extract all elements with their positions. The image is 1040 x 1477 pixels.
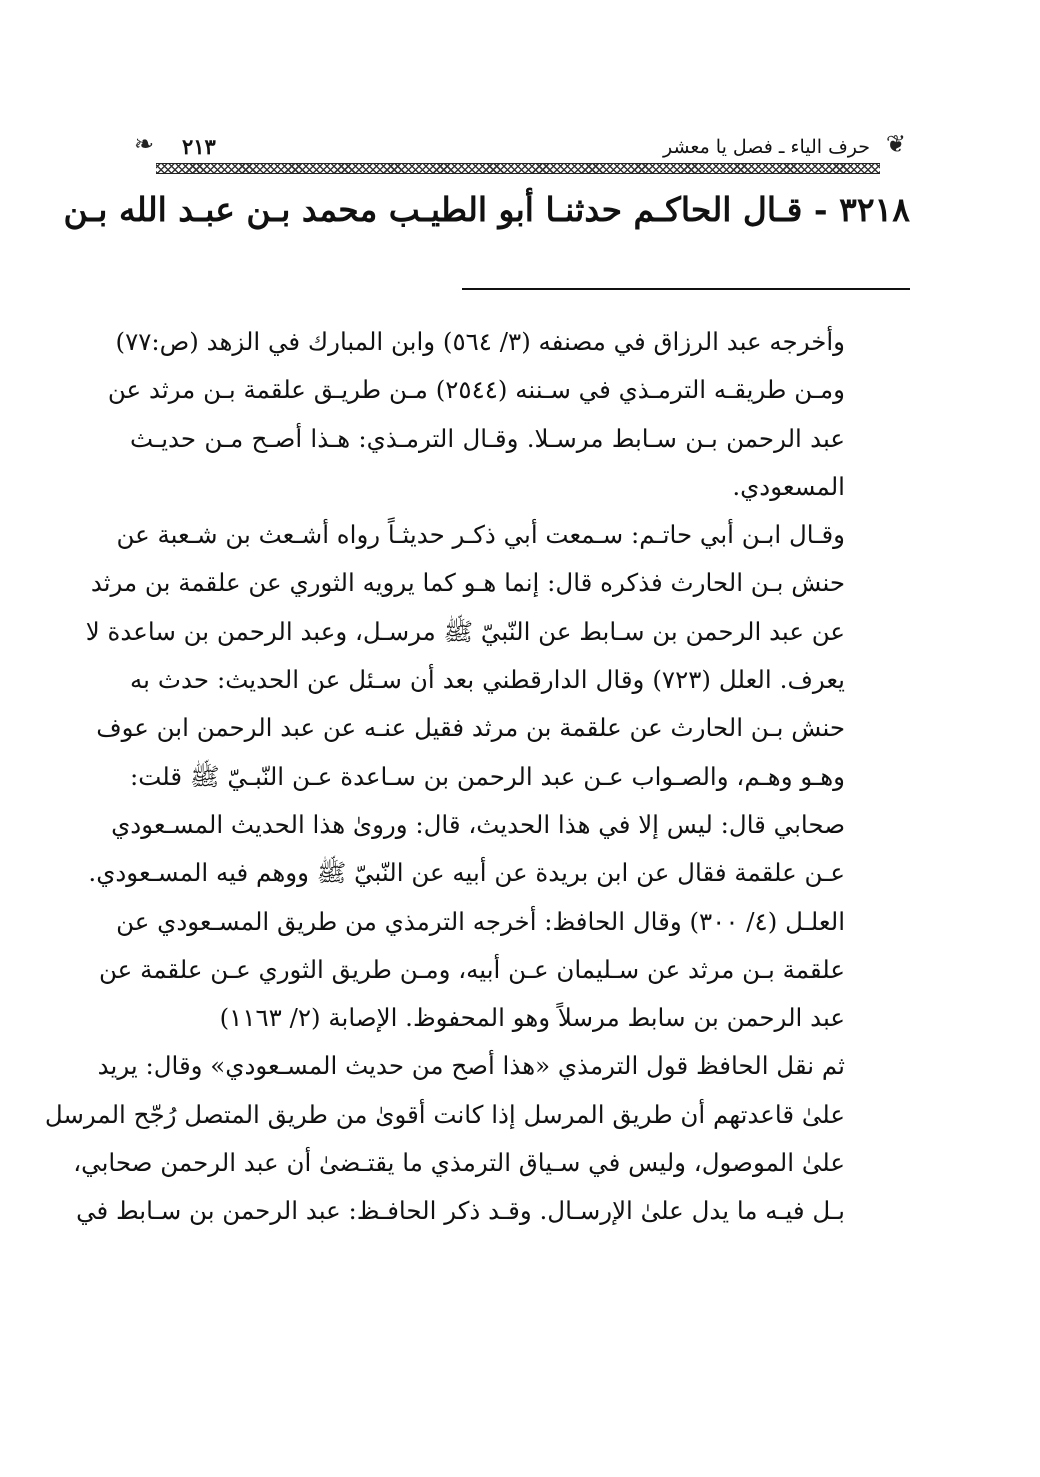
- footnote-line: عبد الرحمن بـن سـابط مرسـلا. وقـال الترمـذي: هـذا أصـح مـن حديـث: [130, 423, 845, 453]
- footnote-line: يعرف. العلل (٧٢٣) وقال الدارقطني بعد أن سـئل عن الحديث: حدث به: [130, 665, 846, 695]
- footnote-line: بـل فيـه ما يدل علىٰ الإرسـال. وقـد ذكر الحافـظ: عبد الرحمن بن سـابط في: [76, 1196, 845, 1226]
- footnote-line: وقـال ابـن أبي حاتـم: سـمعت أبي ذكـر حديثـاً رواه أشـعث بن شـعبة عن: [116, 520, 845, 550]
- footnote-line: علىٰ الموصول، وليس في سـياق الترمذي ما يقتـضىٰ أن عبد الرحمن صحابي،: [73, 1148, 845, 1178]
- footnote-separator: [462, 288, 910, 290]
- footnote-line: صحابي قال: ليس إلا في هذا الحديث، قال: وروىٰ هذا الحديث المسـعودي: [111, 809, 845, 839]
- floral-ornament-icon: ❦: [885, 130, 906, 158]
- footnote-line: ثم نقل الحافظ قول الترمذي «هذا أصح من حديث المسـعودي» وقال: يريد: [97, 1051, 845, 1081]
- footnote-line: عبد الرحمن بن سابط مرسلاً وهو المحفوظ. الإصابة (٢/ ١١٦٣): [219, 1003, 845, 1033]
- header-border: [156, 163, 880, 174]
- footnotes-block: [44, 318, 846, 1236]
- footnote-line: علقمة بـن مرثد عن سـليمان عـن أبيه، ومـن طريق الثوري عـن علقمة عن: [99, 954, 845, 984]
- footnote-line: العلـل (٤/ ٣٠٠) وقال الحافظ: أخرجه الترمذي من طريق المسـعودي عن: [116, 906, 845, 936]
- footnote-line: وهـو وهـم، والصـواب عـن عبد الرحمن بن سـاعدة عـن النّبـيّ ﷺ قلت:: [130, 761, 845, 791]
- footnote-line: عـن علقمة فقال عن ابن بريدة عن أبيه عن النّبيّ ﷺ ووهم فيه المسـعودي.: [88, 858, 845, 888]
- footnote-line: عن عبد الرحمن بن سـابط عن النّبيّ ﷺ مرسـل، وعبد الرحمن بن ساعدة لا: [85, 616, 845, 646]
- hadith-text: ٣٢١٨ - قـال الحاكـم حدثنـا أبو الطيـب محمد بـن عبـد الله بـن: [63, 190, 910, 229]
- footnote-line: المسعودي.: [732, 471, 845, 501]
- footnote-line: حنش بـن الحارث فذكره قال: إنما هـو كما يرويه الثوري عن علقمة بن مرثد: [90, 568, 845, 598]
- floral-ornament-icon: ❧: [134, 130, 155, 158]
- running-title: حرف الياء ـ فصل يا معشر: [662, 136, 870, 158]
- footnote-line: حنش بـن الحارث عن علقمة بن مرثد فقيل عنـه عن عبد الرحمن ابن عوف: [96, 713, 845, 743]
- footnote-line: ومـن طريقـه الترمـذي في سـننه (٢٥٤٤) مـن طريـق علقمة بـن مرثد عن: [107, 375, 845, 405]
- page-header: [130, 128, 910, 174]
- footnote-line: وأخرجه عبد الرزاق في مصنفه (٣/ ٥٦٤) وابن المبارك في الزهد (ص:٧٧): [115, 327, 845, 356]
- footnote-line: علىٰ قاعدتهم أن طريق المرسل إذا كانت أقوىٰ من طريق المتصل رُجّح المرسل: [44, 1099, 845, 1129]
- page-number: ٢١٣: [182, 134, 216, 159]
